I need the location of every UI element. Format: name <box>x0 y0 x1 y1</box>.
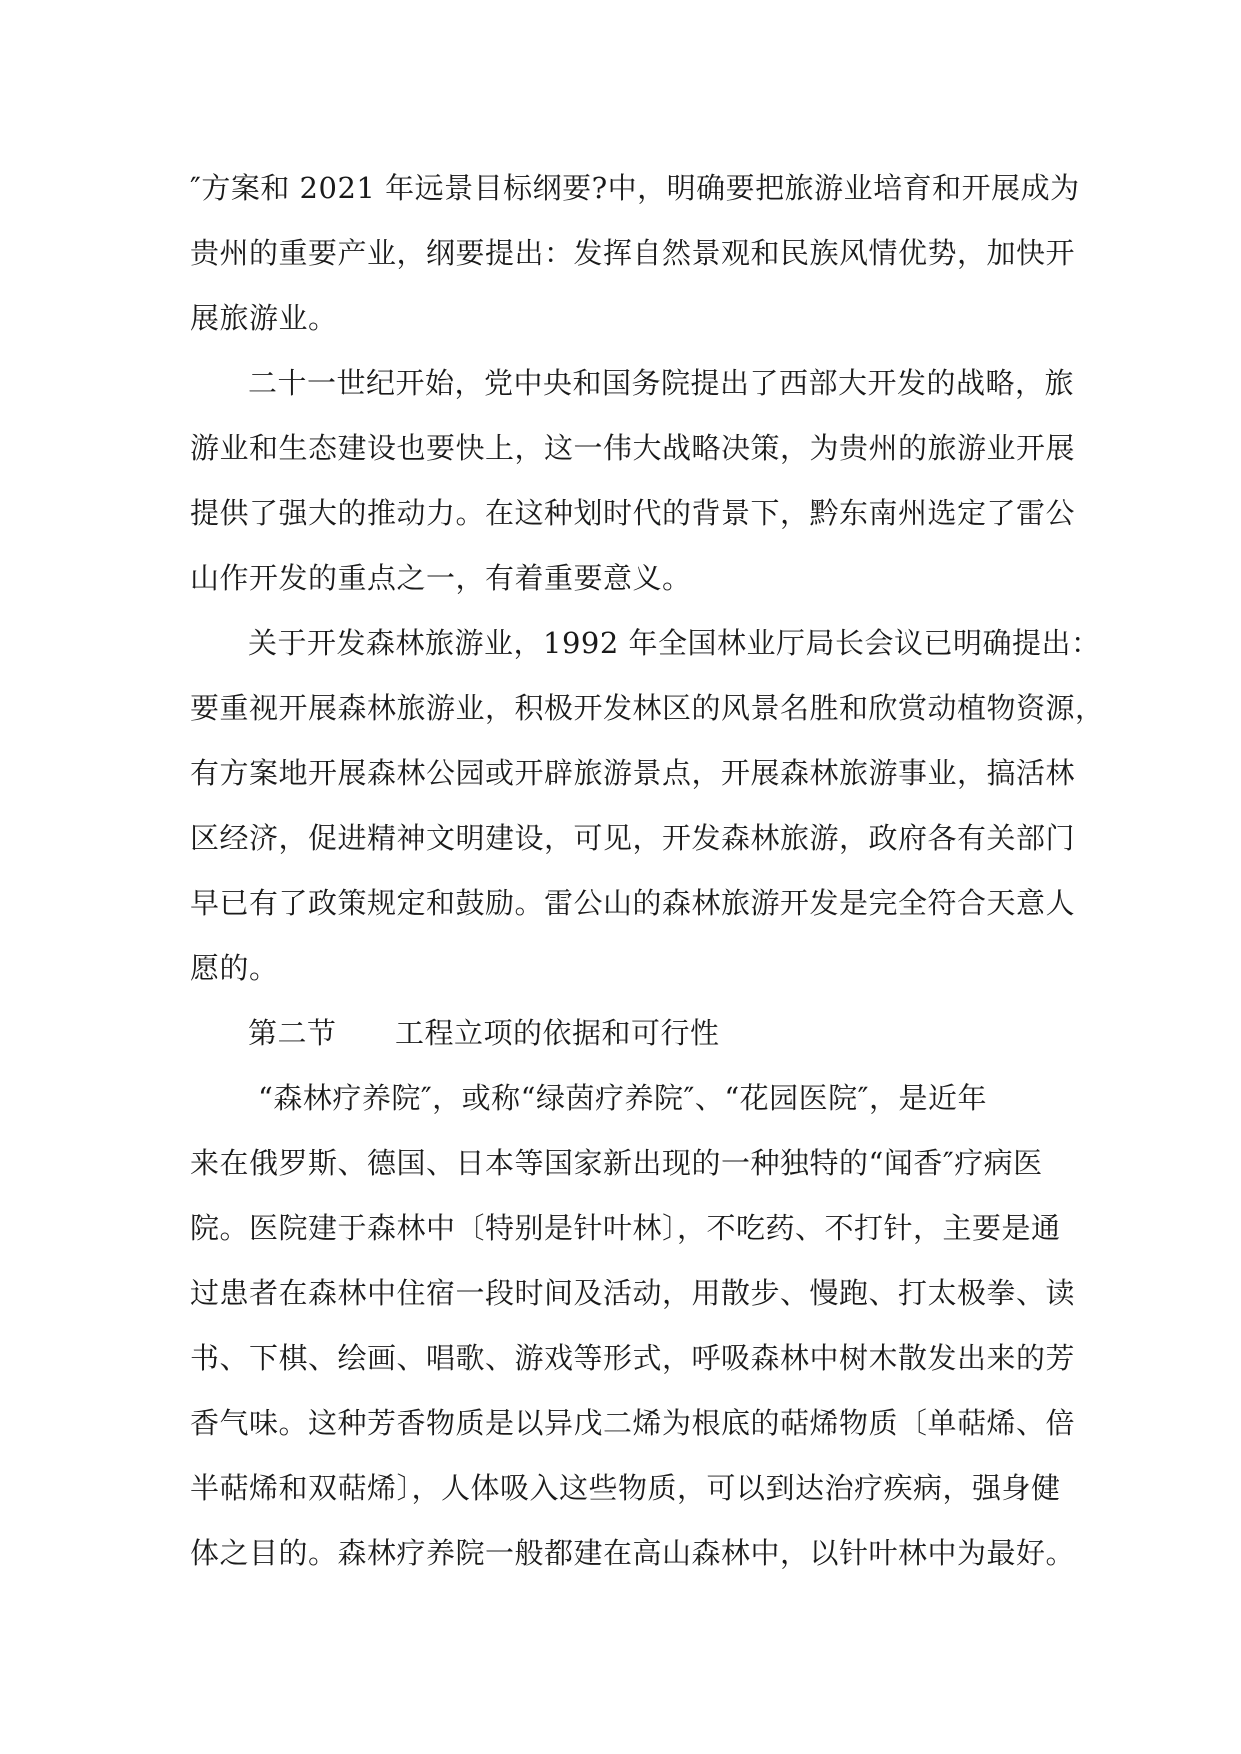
paragraph-line: 游业和生态建设也要快上，这一伟大战略决策，为贵州的旅游业开展 <box>190 431 1076 465</box>
paragraph-line: 有方案地开展森林公园或开辟旅游景点，开展森林旅游事业，搞活林 <box>190 756 1076 790</box>
paragraph-line: 书、下棋、绘画、唱歌、游戏等形式，呼吸森林中树木散发出来的芳 <box>190 1341 1076 1375</box>
paragraph-line: 二十一世纪开始，党中央和国务院提出了西部大开发的战略，旅 <box>248 366 1075 400</box>
paragraph-line: “森林疗养院″，或称“绿茵疗养院″、“花园医院″，是近年 <box>258 1081 987 1115</box>
paragraph-line: 山作开发的重点之一，有着重要意义。 <box>190 561 692 595</box>
paragraph-line: 院。医院建于森林中〔特别是针叶林〕，不吃药、不打针，主要是通 <box>190 1211 1061 1245</box>
paragraph-line: 区经济，促进精神文明建设，可见，开发森林旅游，政府各有关部门 <box>190 821 1076 855</box>
paragraph-line: 香气味。这种芳香物质是以异戊二烯为根底的萜烯物质〔单萜烯、倍 <box>190 1406 1076 1440</box>
paragraph-line: 早已有了政策规定和鼓励。雷公山的森林旅游开发是完全符合天意人 <box>190 886 1076 920</box>
paragraph-line: 来在俄罗斯、德国、日本等国家新出现的一种独特的“闻香″疗病医 <box>190 1146 1043 1180</box>
paragraph-line: 愿的。 <box>190 951 279 985</box>
paragraph-line: 提供了强大的推动力。在这种划时代的背景下，黔东南州选定了雷公 <box>190 496 1076 530</box>
paragraph-line: 体之目的。森林疗养院一般都建在高山森林中，以针叶林中为最好。 <box>190 1536 1076 1570</box>
paragraph-line: 半萜烯和双萜烯〕，人体吸入这些物质，可以到达治疗疾病，强身健 <box>190 1471 1061 1505</box>
section-number: 第二节 <box>248 1016 337 1050</box>
paragraph-line: ″方案和 2021 年远景目标纲要?中，明确要把旅游业培育和开展成为 <box>190 171 1080 205</box>
paragraph-line: 关于开发森林旅游业，1992 年全国林业厅局长会议已明确提出： <box>248 626 1101 660</box>
paragraph-line: 过患者在森林中住宿一段时间及活动，用散步、慢跑、打太极拳、读 <box>190 1276 1076 1310</box>
paragraph-line: 展旅游业。 <box>190 301 338 335</box>
paragraph-line: 贵州的重要产业，纲要提出：发挥自然景观和民族风情优势，加快开 <box>190 236 1076 270</box>
section-title: 工程立项的依据和可行性 <box>395 1016 720 1050</box>
paragraph-line: 要重视开展森林旅游业，积极开发林区的风景名胜和欣赏动植物资源， <box>190 691 1105 725</box>
